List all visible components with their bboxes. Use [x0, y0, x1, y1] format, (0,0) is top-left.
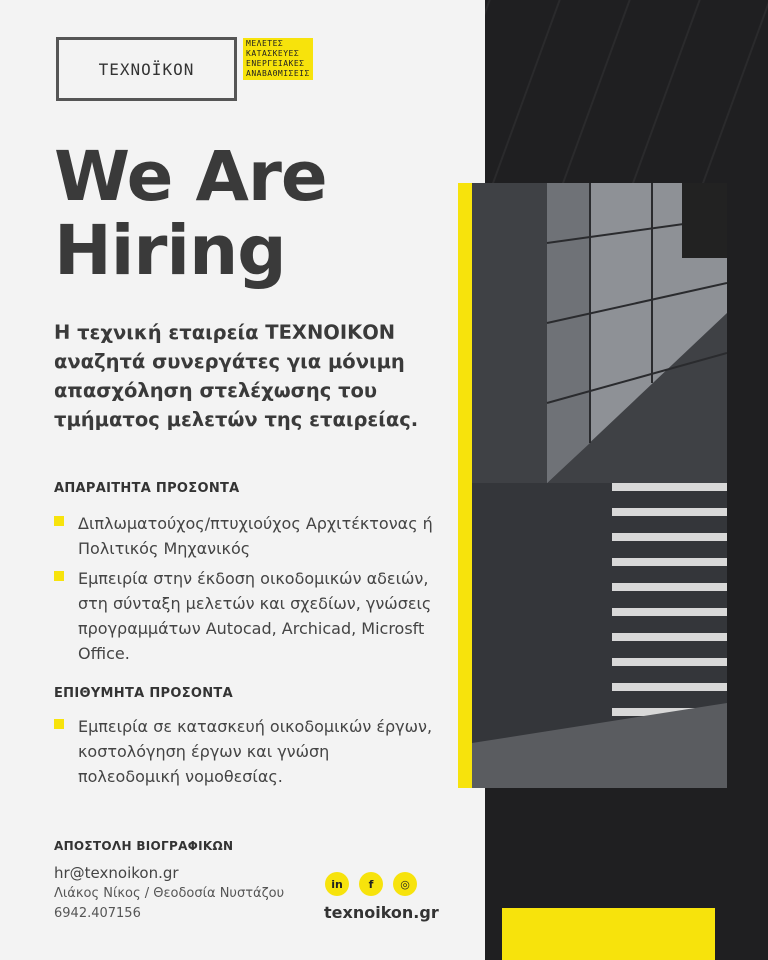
bullet-square-icon — [54, 516, 64, 526]
desired-item-text: Εμπειρία σε κατασκευή οικοδομικών έργων, κοστολόγηση έργων και γνώση πολεοδομική νομοθεσίας. — [78, 717, 433, 786]
bottom-yellow-block — [502, 908, 715, 960]
required-item — [54, 566, 434, 666]
send-cv-title: ΑΠΟΣΤΟΛΗ ΒΙΟΓΡΑΦΙΚΩΝ — [54, 839, 234, 853]
logo-tagline-line: ΑΝΑΒΑΘΜΙΣΕΙΣ — [246, 69, 310, 78]
logo-tagline — [243, 38, 313, 80]
required-item-text: Εμπειρία στην έκδοση οικοδομικών αδειών, στη σύνταξη μελετών και σχεδίων, γνώσεις προγραμμάτων Autocad, Archicad, Microsft Office. — [78, 569, 432, 663]
facebook-icon[interactable]: f — [359, 872, 383, 896]
headline-line-2: Hiring — [54, 211, 286, 291]
bullet-square-icon — [54, 571, 64, 581]
linkedin-icon[interactable]: in — [325, 872, 349, 896]
contact-phone: 6942.407156 — [54, 906, 141, 921]
building-facade-photo — [472, 183, 727, 788]
company-logo — [56, 37, 237, 101]
required-qualifications-title: ΑΠΑΡΑΙΤΗΤΑ ΠΡΟΣΟΝΤΑ — [54, 481, 240, 496]
required-item — [54, 511, 434, 561]
desired-qualifications-title: ΕΠΙΘΥΜΗΤΑ ΠΡΟΣΟΝΤΑ — [54, 686, 233, 701]
bullet-square-icon — [54, 719, 64, 729]
instagram-icon[interactable]: ◎ — [393, 872, 417, 896]
contact-names: Λιάκος Νίκος / Θεοδοσία Νυστάζου — [54, 886, 285, 901]
logo-tagline-line: ΕΝΕΡΓΕΙΑΚΕΣ — [246, 59, 305, 68]
headline — [54, 137, 327, 291]
desired-item — [54, 714, 434, 789]
logo-tagline-line: ΜΕΛΕΤΕΣ — [246, 39, 284, 48]
intro-text: Η τεχνική εταιρεία ΤΕΧΝΟΙΚΟΝ αναζητά συνεργάτες για μόνιμη απασχόληση στελέχωσης του τμήματος μελετών της εταιρείας. — [54, 321, 419, 431]
social-icons — [325, 872, 417, 896]
contact-email[interactable]: hr@texnoikon.gr — [54, 864, 179, 882]
yellow-accent-bar — [458, 183, 472, 788]
logo-tagline-line: ΚΑΤΑΣΚΕΥΕΣ — [246, 49, 300, 58]
website-link[interactable]: texnoikon.gr — [324, 903, 439, 922]
logo-name: ΤΕΧΝΟÏΚΟΝ — [98, 59, 195, 79]
required-item-text: Διπλωματούχος/πτυχιούχος Αρχιτέκτονας ή Πολιτικός Μηχανικός — [78, 514, 433, 558]
headline-line-1: We Are — [54, 137, 327, 217]
